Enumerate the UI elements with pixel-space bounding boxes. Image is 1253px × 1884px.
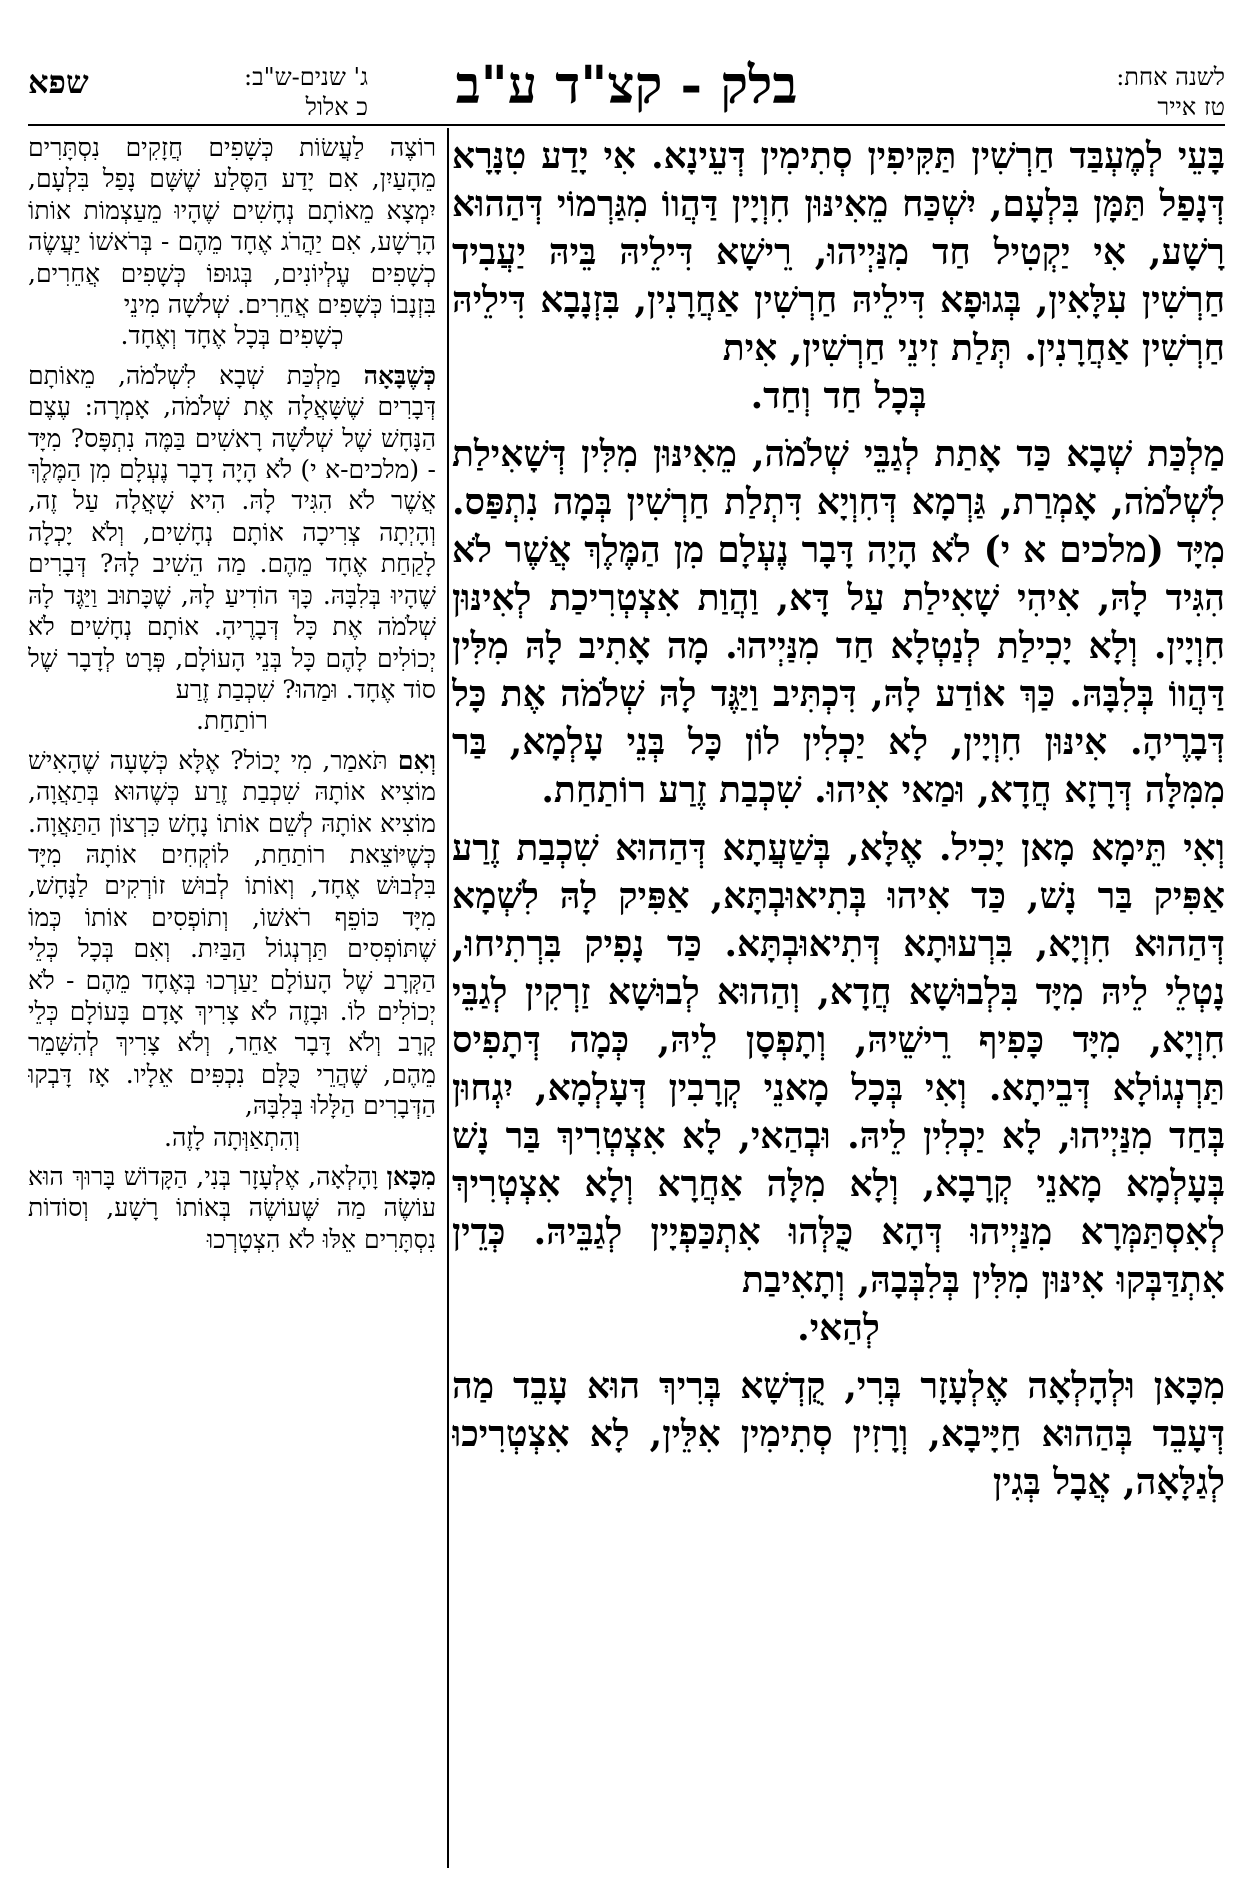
paragraph-opener-word: מִכָּאן [386,1162,436,1191]
main-paragraph-end: בְּכָל חַד וְחַד. [750,375,927,417]
translation-paragraph-end: וְהִתְאַוְּתָה לָזֶה. [164,1122,300,1152]
column-divider [447,128,449,1868]
header-right-line2: טז אייר [1157,93,1225,121]
translation-paragraph [28,132,436,352]
page-number: שפא [28,63,89,101]
translation-paragraph [28,1161,436,1255]
header-divider [28,124,1225,126]
translation-paragraph-end: רוֹתַחַת. [196,706,268,736]
translation-paragraph [28,360,436,737]
paragraph-opener-word: וְאִם [397,745,436,775]
header-right-line1: לשנה אחת: [1116,63,1225,91]
header-left-text [148,62,368,122]
translation-paragraph-text: וָהָלְאָה, אֶלְעָזָר בְּנִי, הַקָּדוֹשׁ בָּרוּךְ הוּא עוֹשֶׂה מַה שֶּׁעוֹשֶׂה בְּאוֹתוֹ רָשָׁע, וְסוֹדוֹת נִסְתָּרִים אֵלּוּ לֹא הִצְטָרְכוּ [28,1162,436,1254]
translation-column [28,132,436,1862]
main-paragraph-text: וְאִי תֵּימָא מָאן יָכִיל. אֶלָּא, בְּשַׁעֲתָא דְּהַהוּא שִׁכְבַת זֶרַע אַפִּיק בַּר נָשׁ, כַּד אִיהוּ בְּתִיאוּבְתָּא, אַפִּיק לָהּ לִשְׁמָא דְּהַהוּא חִוְיָא, בִּרְעוּתָא דְּתִיאוּבְתָּא. כַּד נָפִיק בִּרְתִיחוּ, נָטְלֵי לֵיהּ מִיָּד בִּלְבוּשָׁא חֲדָא, וְהַהוּא לְבוּשָׁא זַרְקִין לְגַבֵּי חִוְיָא, מִיָּד כָּפִיף רֵישֵׁיהּ, וְתָפְסָן לֵיהּ, כְּמָה דְּתָפִיס תַּרְנְגוֹלָא דְּבֵיתָא. וְאִי בְּכָל מָאנֵי קְרָבִין דְּעָלְמָא, יִגְחוּן בְּחַד מִנַּיְיהוּ, לָא יַכְלִין לֵיהּ. וּבְהַאי, לָא אִצְטְרִיךְ בַּר נָשׁ בְּעָלְמָא מָאנֵי קְרָבָא, וְלָא מִלָּה אַחֲרָא וְלָא אִצְטְרִיךְ לְאִסְתַּמְּרָא מִנַּיְיהוּ דְּהָא כֻּלְּהוּ אִתְכַּפְיָין לְגַבֵּיהּ. כְּדֵין אִתְדַּבְּקוּ אִינּוּן מִלִּין בְּלִבְּבָהּ, וְתָאִיבַת [452,827,1225,1301]
main-paragraph [452,1362,1225,1506]
main-paragraph [452,430,1225,814]
translation-paragraph-text: תֹּאמַר, מִי יָכוֹל? אֶלָּא כְּשָׁעָה שֶׁהָאִישׁ מוֹצִיא אוֹתָהּ שִׁכְבַת זֶרַע כְּשֶׁהוּא בְּתַאֲוָה, מוֹצִיא אוֹתָהּ לְשֵׁם אוֹתוֹ נָחָשׁ כִּרְצוֹן הַתַּאֲוָה. כְּשֶׁיּוֹצֵאת רוֹתַחַת, לוֹקְחִים אוֹתָהּ מִיָּד בִּלְבוּשׁ אֶחָד, וְאוֹתוֹ לְבוּשׁ זוֹרְקִים לַנָּחָשׁ, מִיָּד כּוֹפֵף רֹאשׁוֹ, וְתוֹפְסִים אוֹתוֹ כְּמוֹ שֶׁתּוֹפְסִים תַּרְנְגוֹל הַבַּיִת. וְאִם בְּכָל כְּלֵי הַקְּרָב שֶׁל הָעוֹלָם יַעַרְכוּ בְּאֶחָד מֵהֶם - לֹא יְכוֹלִים לוֹ. וּבָזֶה לֹא צָרִיךְ אָדָם בָּעוֹלָם כְּלֵי קְרָב וְלֹא דָּבָר אַחֵר, וְלֹא צָרִיךְ לְהִשָּׁמֵר מֵהֶם, שֶׁהֲרֵי כֻּלָּם נִכְפִּים אֵלָיו. אָז דָּבְקוּ הַדְּבָרִים הַלָּלוּ בְּלִבָּהּ, [28,745,436,1121]
main-paragraph [452,824,1225,1352]
main-paragraph-text: בָּעֵי לְמֶעְבַּד חַרְשִׁין תַּקִּיפִין סְתִימִין דְּעֵינָא. אִי יָדַע טִנָּרָא דְּנָפַל תַּמָּן בִּלְעָם, יִשְׁכַּח מֵאִינּוּן חִוְיָין דַּהֲווֹ מִגַּרְמוֹי דְּהַהוּא רָשָׁע, אִי יַקְטִיל חַד מִנַּיְיהוּ, רֵישָׁא דִּילֵיהּ בֵּיהּ יַעֲבִיד חַרְשִׁין עִלָּאִין, בְּגוּפָא דִּילֵיהּ חַרְשִׁין אַחֲרָנִין, בִּזְנָבָא דִּילֵיהּ חַרְשִׁין אַחֲרָנִין. תְּלַת זִינֵי חַרְשִׁין, אִית [452,135,1225,369]
paragraph-opener-word: כְּשֶׁבָּאָה [363,360,436,390]
main-paragraph-end: לְהַאי. [797,1307,880,1349]
main-paragraph [452,132,1225,420]
header-left-line2: כ אלול [305,93,368,121]
page-title: בלק - קצ"ד ע"ב [455,55,798,116]
translation-paragraph-text: מַלְכַּת שְׁבָא לִשְׁלֹמֹה, מֵאוֹתָם דְּבָרִים שֶׁשָּׁאֲלָה אֶת שְׁלֹמֹה, אָמְרָה: עֶצֶם הַנָּחָשׁ שֶׁל שְׁלֹשָׁה רָאשִׁים בַּמֶּה נִתְפָּס? מִיָּד - (מלכים-א י) לֹא הָיָה דָבָר נֶעְלָם מִן הַמֶּלֶךְ אֲשֶׁר לֹא הִגִּיד לָהּ. הִיא שָׁאֲלָה עַל זֶה, וְהָיְתָה צְרִיכָה אוֹתָם נְחָשִׁים, וְלֹא יָכְלָה לָקַחַת אֶחָד מֵהֶם. מַה הֵשִׁיב לָהּ? דְּבָרִים שֶׁהָיוּ בְּלִבָּהּ. כָּךְ הוֹדִיעַ לָהּ, שֶׁכָּתוּב וַיַּגֶּד לָהּ שְׁלֹמֹה אֶת כָּל דְּבָרֶיהָ. אוֹתָם נְחָשִׁים לֹא יְכוֹלִים לָהֶם כָּל בְּנֵי הָעוֹלָם, פְּרָט לְדָבָר שֶׁל סוֹד אֶחָד. וּמַהוּ? שִׁכְבַת זֶרַע [28,360,436,704]
main-paragraph-text: מַלְכַּת שְׁבָא כַּד אָתַת לְגַבֵּי שְׁלֹמֹה, מֵאִינּוּן מִלִּין דְּשָׁאִילַת לִשְׁלֹמֹה, אָמְרַת, גַּרְמָא דְּחִוְיָא דִּתְלַת חַרְשִׁין בְּמָה נִתְפַּס. מִיָּד (מלכים א י) לֹא הָיָה דָּבָר נֶעְלָם מִן הַמֶּלֶךְ אֲשֶׁר לֹא הִגִּיד לָהּ, אִיהִי שָׁאִילַת עַל דָּא, וַהֲוַת אִצְטְרִיכַת לְאִינּוּן חִוְיָין. וְלָא יָכִילַת לְנַטְלָא חַד מִנַּיְיהוּ. מָה אָתִיב לָהּ מִלִּין דַּהֲווֹ בְּלִבָּהּ. כַּךְ אוֹדַע לָהּ, דִּכְתִּיב וַיַּגֶּד לָהּ שְׁלֹמֹה אֶת כָּל דְּבָרֶיהָ. אִינּוּן חִוְיָין, לָא יַכְלִין לוֹן כָּל בְּנֵי עָלְמָא, בַּר מִמִּלָּה דְּרָזָא חֲדָא, וּמַאי אִיהוּ. שִׁכְבַת זֶרַע רוֹתַחַת. [452,433,1225,811]
translation-paragraph-text: רוֹצֶה לַעֲשׂוֹת כְּשָׁפִים חֲזָקִים נִסְתָּרִים מֵהָעַיִן, אִם יָדַע הַסֶּלַע שֶׁשָּׁם נָפַל בִּלְעָם, יִמְצָא מֵאוֹתָם נְחָשִׁים שֶׁהָיוּ מֵעַצְמוֹת אוֹתוֹ הָרָשָׁע, אִם יַהֲרֹג אֶחָד מֵהֶם - בְּרֹאשׁוֹ יַעֲשֶׂה כְשָׁפִים עֶלְיוֹנִים, בְּגוּפוֹ כְּשָׁפִים אֲחֵרִים, בִּזְנָבוֹ כְּשָׁפִים אֲחֵרִים. שְׁלֹשָׁה מִינֵי [28,133,436,320]
main-paragraph-text: מִכָּאן וּלְהָלְאָה אֶלְעָזָר בְּרִי, קֻדְשָׁא בְּרִיךְ הוּא עָבֵד מַה דְּעָבֵד בְּהַהוּא חַיָּיבָא, וְרָזִין סְתִימִין אִלֵּין, לָא אִצְטְרִיכוּ לְגַלָּאָה, אֲבָל בְּגִין [452,1365,1225,1503]
translation-paragraph [28,745,436,1153]
translation-paragraph-end: כְשָׁפִים בְּכָל אֶחָד וְאֶחָד. [120,321,344,351]
header-left-line1: ג' שנים-ש"ב: [243,63,368,91]
main-text-column [452,132,1225,1862]
page-header [28,52,1225,126]
